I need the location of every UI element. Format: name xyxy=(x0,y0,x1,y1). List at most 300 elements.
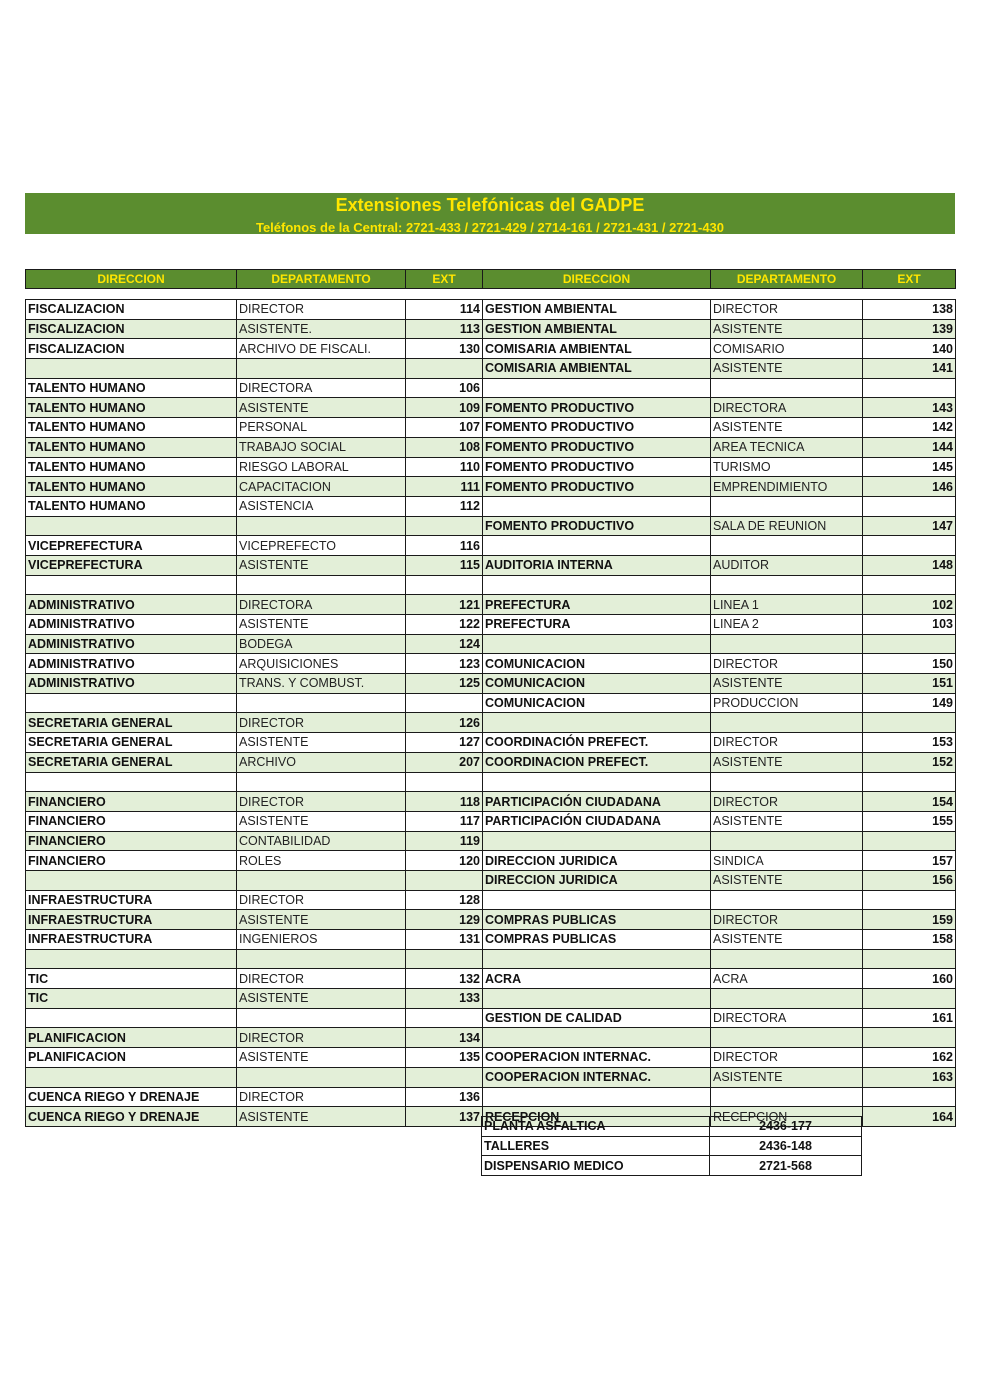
table-row xyxy=(26,496,956,516)
ext-cell: 151 xyxy=(863,674,956,694)
ext-cell: 149 xyxy=(863,693,956,713)
ext-cell xyxy=(406,870,483,890)
ext-cell: 119 xyxy=(406,831,483,851)
col-header-departamento: DEPARTAMENTO xyxy=(711,270,863,289)
departamento-cell xyxy=(237,516,406,536)
direccion-cell: COMPRAS PUBLICAS xyxy=(483,910,711,930)
ext-cell: 120 xyxy=(406,851,483,871)
table-row xyxy=(26,477,956,497)
ext-cell xyxy=(863,949,956,969)
ext-cell: 132 xyxy=(406,969,483,989)
direccion-cell: FISCALIZACION xyxy=(26,319,237,339)
direccion-cell: PREFECTURA xyxy=(483,595,711,615)
departamento-cell: PERSONAL xyxy=(237,418,406,438)
direccion-cell: FINANCIERO xyxy=(26,792,237,812)
table-row xyxy=(26,595,956,615)
departamento-cell: AREA TECNICA xyxy=(711,437,863,457)
direccion-cell: TALENTO HUMANO xyxy=(26,477,237,497)
departamento-cell: ASISTENTE xyxy=(711,811,863,831)
table-row xyxy=(26,457,956,477)
ext-cell: 106 xyxy=(406,378,483,398)
direccion-cell: PREFECTURA xyxy=(483,615,711,635)
ext-cell: 111 xyxy=(406,477,483,497)
direccion-cell: INFRAESTRUCTURA xyxy=(26,890,237,910)
departamento-cell: DIRECTOR xyxy=(711,910,863,930)
departamento-cell: ASISTENTE xyxy=(237,733,406,753)
table-row xyxy=(482,1117,862,1137)
table-row xyxy=(26,1048,956,1068)
direccion-cell: VICEPREFECTURA xyxy=(26,536,237,556)
ext-cell xyxy=(863,1087,956,1107)
ext-cell: 156 xyxy=(863,870,956,890)
ext-cell: 150 xyxy=(863,654,956,674)
table-row xyxy=(26,890,956,910)
table-row xyxy=(26,555,956,575)
ext-cell xyxy=(406,575,483,595)
departamento-cell xyxy=(711,634,863,654)
table-row xyxy=(26,359,956,379)
ext-cell xyxy=(863,378,956,398)
table-row xyxy=(26,693,956,713)
service-name-cell: TALLERES xyxy=(482,1136,710,1156)
table-row xyxy=(26,300,956,320)
direccion-cell: FISCALIZACION xyxy=(26,300,237,320)
direccion-cell xyxy=(26,772,237,792)
direccion-cell: PLANIFICACION xyxy=(26,1048,237,1068)
direccion-cell: TIC xyxy=(26,989,237,1009)
ext-cell xyxy=(863,634,956,654)
departamento-cell xyxy=(237,1067,406,1087)
direccion-cell: FOMENTO PRODUCTIVO xyxy=(483,398,711,418)
departamento-cell: DIRECTORA xyxy=(237,378,406,398)
departamento-cell: ASISTENTE xyxy=(237,910,406,930)
table-row xyxy=(26,418,956,438)
direccion-cell xyxy=(26,949,237,969)
departamento-cell xyxy=(711,496,863,516)
direccion-cell xyxy=(483,536,711,556)
col-header-ext: EXT xyxy=(863,270,956,289)
ext-cell xyxy=(863,575,956,595)
departamento-cell: RIESGO LABORAL xyxy=(237,457,406,477)
departamento-cell: DIRECTOR xyxy=(711,1048,863,1068)
ext-cell: 103 xyxy=(863,615,956,635)
direccion-cell: COMUNICACION xyxy=(483,693,711,713)
direccion-cell: PARTICIPACIÓN CIUDADANA xyxy=(483,792,711,812)
departamento-cell: DIRECTOR xyxy=(237,300,406,320)
departamento-cell: DIRECTOR xyxy=(237,1028,406,1048)
direccion-cell: GESTION AMBIENTAL xyxy=(483,319,711,339)
ext-cell: 112 xyxy=(406,496,483,516)
departamento-cell: TRANS. Y COMBUST. xyxy=(237,674,406,694)
ext-cell: 141 xyxy=(863,359,956,379)
table-row xyxy=(26,792,956,812)
departamento-cell: DIRECTOR xyxy=(237,1087,406,1107)
service-name-cell: PLANTA ASFALTICA xyxy=(482,1117,710,1137)
departamento-cell: LINEA 1 xyxy=(711,595,863,615)
departamento-cell xyxy=(711,1087,863,1107)
departamento-cell: DIRECTOR xyxy=(237,890,406,910)
ext-cell: 129 xyxy=(406,910,483,930)
direccion-cell: COMUNICACION xyxy=(483,654,711,674)
table-row xyxy=(26,516,956,536)
departamento-cell: ARCHIVO DE FISCALI. xyxy=(237,339,406,359)
table-row xyxy=(482,1156,862,1176)
departamento-cell: ROLES xyxy=(237,851,406,871)
ext-cell xyxy=(863,496,956,516)
direccion-cell xyxy=(483,634,711,654)
ext-cell: 157 xyxy=(863,851,956,871)
ext-cell: 123 xyxy=(406,654,483,674)
direccion-cell: FOMENTO PRODUCTIVO xyxy=(483,477,711,497)
ext-cell: 153 xyxy=(863,733,956,753)
ext-cell xyxy=(863,831,956,851)
direccion-cell xyxy=(483,1087,711,1107)
direccion-cell: TALENTO HUMANO xyxy=(26,418,237,438)
departamento-cell xyxy=(711,949,863,969)
table-row xyxy=(26,772,956,792)
col-header-ext: EXT xyxy=(406,270,483,289)
departamento-cell: ASISTENTE xyxy=(711,359,863,379)
table-row xyxy=(26,536,956,556)
departamento-cell: DIRECTOR xyxy=(711,733,863,753)
ext-cell xyxy=(863,1028,956,1048)
ext-cell: 161 xyxy=(863,1008,956,1028)
external-phones-table xyxy=(481,1116,862,1176)
ext-cell: 163 xyxy=(863,1067,956,1087)
ext-cell: 142 xyxy=(863,418,956,438)
direccion-cell: COMUNICACION xyxy=(483,674,711,694)
direccion-cell xyxy=(26,516,237,536)
direccion-cell: SECRETARIA GENERAL xyxy=(26,733,237,753)
direccion-cell: TALENTO HUMANO xyxy=(26,496,237,516)
departamento-cell: ACRA xyxy=(711,969,863,989)
direccion-cell xyxy=(26,575,237,595)
ext-cell: 137 xyxy=(406,1107,483,1127)
departamento-cell: ASISTENTE xyxy=(237,615,406,635)
direccion-cell: ADMINISTRATIVO xyxy=(26,674,237,694)
ext-cell: 155 xyxy=(863,811,956,831)
service-phone-cell: 2721-568 xyxy=(710,1156,862,1176)
ext-cell: 117 xyxy=(406,811,483,831)
table-row xyxy=(26,930,956,950)
direccion-cell xyxy=(26,693,237,713)
ext-cell: 139 xyxy=(863,319,956,339)
departamento-cell: ASISTENTE xyxy=(237,989,406,1009)
departamento-cell: ASISTENTE xyxy=(711,1067,863,1087)
direccion-cell: AUDITORIA INTERNA xyxy=(483,555,711,575)
ext-cell xyxy=(863,713,956,733)
ext-cell: 122 xyxy=(406,615,483,635)
table-row xyxy=(26,575,956,595)
direccion-cell: INFRAESTRUCTURA xyxy=(26,910,237,930)
direccion-cell: ADMINISTRATIVO xyxy=(26,654,237,674)
ext-cell: 113 xyxy=(406,319,483,339)
departamento-cell xyxy=(711,575,863,595)
table-row xyxy=(26,615,956,635)
direccion-cell: ADMINISTRATIVO xyxy=(26,595,237,615)
page-title: Extensiones Telefónicas del GADPE xyxy=(335,195,645,215)
central-phones: Teléfonos de la Central: 2721-433 / 2721-429 / 2714-161 / 2721-431 / 2721-430 xyxy=(255,220,725,234)
direccion-cell xyxy=(483,496,711,516)
table-row xyxy=(26,1008,956,1028)
departamento-cell: DIRECTORA xyxy=(237,595,406,615)
ext-cell: 152 xyxy=(863,752,956,772)
table-row xyxy=(26,634,956,654)
table-row xyxy=(26,398,956,418)
direccion-cell: COMISARIA AMBIENTAL xyxy=(483,339,711,359)
ext-cell: 108 xyxy=(406,437,483,457)
table-row xyxy=(26,378,956,398)
ext-cell xyxy=(406,359,483,379)
departamento-cell: ASISTENTE xyxy=(237,1048,406,1068)
departamento-cell: ASISTENTE xyxy=(237,1107,406,1127)
col-header-departamento: DEPARTAMENTO xyxy=(237,270,406,289)
departamento-cell: DIRECTOR xyxy=(237,713,406,733)
departamento-cell: ARCHIVO xyxy=(237,752,406,772)
table-row xyxy=(26,713,956,733)
col-header-direccion: DIRECCION xyxy=(483,270,711,289)
ext-cell: 124 xyxy=(406,634,483,654)
departamento-cell: LINEA 2 xyxy=(711,615,863,635)
departamento-cell: DIRECTORA xyxy=(711,1008,863,1028)
ext-cell: 131 xyxy=(406,930,483,950)
departamento-cell: ASISTENTE xyxy=(237,811,406,831)
ext-cell: 133 xyxy=(406,989,483,1009)
ext-cell xyxy=(406,1008,483,1028)
ext-cell: 116 xyxy=(406,536,483,556)
direccion-cell: FINANCIERO xyxy=(26,831,237,851)
departamento-cell xyxy=(237,575,406,595)
departamento-cell: ASISTENTE xyxy=(711,752,863,772)
departamento-cell: VICEPREFECTO xyxy=(237,536,406,556)
departamento-cell: RECEPCION xyxy=(711,1107,863,1127)
departamento-cell: DIRECTOR xyxy=(711,654,863,674)
departamento-cell xyxy=(711,772,863,792)
departamento-cell: DIRECTOR xyxy=(711,792,863,812)
table-row xyxy=(26,811,956,831)
direccion-cell xyxy=(483,713,711,733)
direccion-cell: TALENTO HUMANO xyxy=(26,457,237,477)
direccion-cell: PLANIFICACION xyxy=(26,1028,237,1048)
table-row xyxy=(26,733,956,753)
direccion-cell: SECRETARIA GENERAL xyxy=(26,752,237,772)
service-phone-cell: 2436-177 xyxy=(710,1117,862,1137)
ext-cell: 160 xyxy=(863,969,956,989)
direccion-cell: VICEPREFECTURA xyxy=(26,555,237,575)
direccion-cell: COMISARIA AMBIENTAL xyxy=(483,359,711,379)
ext-cell xyxy=(406,516,483,536)
ext-cell: 140 xyxy=(863,339,956,359)
direccion-cell: CUENCA RIEGO Y DRENAJE xyxy=(26,1107,237,1127)
table-row xyxy=(26,910,956,930)
departamento-cell xyxy=(237,870,406,890)
direccion-cell: FOMENTO PRODUCTIVO xyxy=(483,418,711,438)
ext-cell: 115 xyxy=(406,555,483,575)
ext-cell: 114 xyxy=(406,300,483,320)
ext-cell: 159 xyxy=(863,910,956,930)
ext-cell: 164 xyxy=(863,1107,956,1127)
departamento-cell: SALA DE REUNION xyxy=(711,516,863,536)
departamento-cell xyxy=(237,359,406,379)
table-row xyxy=(26,870,956,890)
table-row xyxy=(26,752,956,772)
service-phone-cell: 2436-148 xyxy=(710,1136,862,1156)
departamento-cell: ASISTENTE xyxy=(711,418,863,438)
departamento-cell: ASISTENTE xyxy=(237,398,406,418)
departamento-cell: INGENIEROS xyxy=(237,930,406,950)
departamento-cell: ASISTENTE xyxy=(711,319,863,339)
direccion-cell: SECRETARIA GENERAL xyxy=(26,713,237,733)
direccion-cell xyxy=(26,1008,237,1028)
ext-cell: 145 xyxy=(863,457,956,477)
ext-cell: 148 xyxy=(863,555,956,575)
table-row xyxy=(26,989,956,1009)
direccion-cell: TALENTO HUMANO xyxy=(26,437,237,457)
direccion-cell: GESTION DE CALIDAD xyxy=(483,1008,711,1028)
table-row xyxy=(26,674,956,694)
departamento-cell: DIRECTOR xyxy=(237,792,406,812)
departamento-cell: DIRECTOR xyxy=(237,969,406,989)
direccion-cell: COOPERACION INTERNAC. xyxy=(483,1067,711,1087)
ext-cell: 110 xyxy=(406,457,483,477)
ext-cell xyxy=(406,772,483,792)
direccion-cell: COORDINACIÓN PREFECT. xyxy=(483,733,711,753)
direccion-cell: FINANCIERO xyxy=(26,851,237,871)
direccion-cell: FOMENTO PRODUCTIVO xyxy=(483,516,711,536)
ext-cell: 144 xyxy=(863,437,956,457)
table-row xyxy=(26,831,956,851)
departamento-cell: TURISMO xyxy=(711,457,863,477)
table-row xyxy=(26,319,956,339)
departamento-cell: ASISTENTE xyxy=(711,674,863,694)
direccion-cell: DIRECCION JURIDICA xyxy=(483,870,711,890)
direccion-cell: COORDINACION PREFECT. xyxy=(483,752,711,772)
ext-cell: 128 xyxy=(406,890,483,910)
direccion-cell: FISCALIZACION xyxy=(26,339,237,359)
ext-cell: 125 xyxy=(406,674,483,694)
departamento-cell: ASISTENTE. xyxy=(237,319,406,339)
direccion-cell: PARTICIPACIÓN CIUDADANA xyxy=(483,811,711,831)
ext-cell: 158 xyxy=(863,930,956,950)
table-row xyxy=(26,1087,956,1107)
direccion-cell: RECEPCION xyxy=(483,1107,711,1127)
ext-cell: 130 xyxy=(406,339,483,359)
direccion-cell xyxy=(483,831,711,851)
departamento-cell xyxy=(237,949,406,969)
departamento-cell: PRODUCCION xyxy=(711,693,863,713)
ext-cell xyxy=(863,989,956,1009)
departamento-cell: EMPRENDIMIENTO xyxy=(711,477,863,497)
ext-cell: 162 xyxy=(863,1048,956,1068)
direccion-cell: FOMENTO PRODUCTIVO xyxy=(483,437,711,457)
ext-cell: 109 xyxy=(406,398,483,418)
departamento-cell: DIRECTORA xyxy=(711,398,863,418)
departamento-cell xyxy=(711,831,863,851)
departamento-cell: COMISARIO xyxy=(711,339,863,359)
direccion-cell: TALENTO HUMANO xyxy=(26,378,237,398)
column-header-row xyxy=(25,269,956,289)
direccion-cell: TIC xyxy=(26,969,237,989)
departamento-cell: CONTABILIDAD xyxy=(237,831,406,851)
departamento-cell xyxy=(237,772,406,792)
title-banner xyxy=(25,193,955,234)
ext-cell: 136 xyxy=(406,1087,483,1107)
table-row xyxy=(26,949,956,969)
departamento-cell: ASISTENTE xyxy=(711,930,863,950)
direccion-cell xyxy=(483,989,711,1009)
ext-cell: 118 xyxy=(406,792,483,812)
table-row xyxy=(26,437,956,457)
departamento-cell xyxy=(711,713,863,733)
departamento-cell xyxy=(711,378,863,398)
ext-cell: 147 xyxy=(863,516,956,536)
direccion-cell xyxy=(483,890,711,910)
ext-cell xyxy=(406,693,483,713)
departamento-cell xyxy=(711,890,863,910)
col-header-direccion: DIRECCION xyxy=(26,270,237,289)
departamento-cell xyxy=(237,1008,406,1028)
direccion-cell: ADMINISTRATIVO xyxy=(26,615,237,635)
direccion-cell xyxy=(483,575,711,595)
direccion-cell xyxy=(483,1028,711,1048)
direccion-cell: GESTION AMBIENTAL xyxy=(483,300,711,320)
departamento-cell: ARQUISICIONES xyxy=(237,654,406,674)
departamento-cell: DIRECTOR xyxy=(711,300,863,320)
direccion-cell xyxy=(26,870,237,890)
direccion-cell xyxy=(483,378,711,398)
ext-cell: 154 xyxy=(863,792,956,812)
ext-cell: 127 xyxy=(406,733,483,753)
direccion-cell: COOPERACION INTERNAC. xyxy=(483,1048,711,1068)
ext-cell: 138 xyxy=(863,300,956,320)
departamento-cell: ASISTENTE xyxy=(711,870,863,890)
table-row xyxy=(26,1028,956,1048)
departamento-cell xyxy=(711,536,863,556)
direccion-cell xyxy=(26,359,237,379)
service-name-cell: DISPENSARIO MEDICO xyxy=(482,1156,710,1176)
departamento-cell xyxy=(711,1028,863,1048)
ext-cell: 207 xyxy=(406,752,483,772)
table-row xyxy=(26,969,956,989)
table-row xyxy=(26,851,956,871)
ext-cell xyxy=(863,536,956,556)
departamento-cell: ASISTENTE xyxy=(237,555,406,575)
departamento-cell: SINDICA xyxy=(711,851,863,871)
ext-cell: 134 xyxy=(406,1028,483,1048)
departamento-cell xyxy=(237,693,406,713)
departamento-cell: ASISTENCIA xyxy=(237,496,406,516)
table-row xyxy=(26,1067,956,1087)
ext-cell xyxy=(863,772,956,792)
direccion-cell: TALENTO HUMANO xyxy=(26,398,237,418)
ext-cell: 146 xyxy=(863,477,956,497)
direccion-cell: FINANCIERO xyxy=(26,811,237,831)
table-row xyxy=(26,654,956,674)
ext-cell: 135 xyxy=(406,1048,483,1068)
direccion-cell: ADMINISTRATIVO xyxy=(26,634,237,654)
ext-cell: 102 xyxy=(863,595,956,615)
table-row xyxy=(26,339,956,359)
direccion-cell: ACRA xyxy=(483,969,711,989)
departamento-cell: TRABAJO SOCIAL xyxy=(237,437,406,457)
direccion-cell xyxy=(483,949,711,969)
departamento-cell: BODEGA xyxy=(237,634,406,654)
direccion-cell: FOMENTO PRODUCTIVO xyxy=(483,457,711,477)
direccion-cell: CUENCA RIEGO Y DRENAJE xyxy=(26,1087,237,1107)
ext-cell: 121 xyxy=(406,595,483,615)
extensions-table xyxy=(25,299,956,1127)
direccion-cell: INFRAESTRUCTURA xyxy=(26,930,237,950)
